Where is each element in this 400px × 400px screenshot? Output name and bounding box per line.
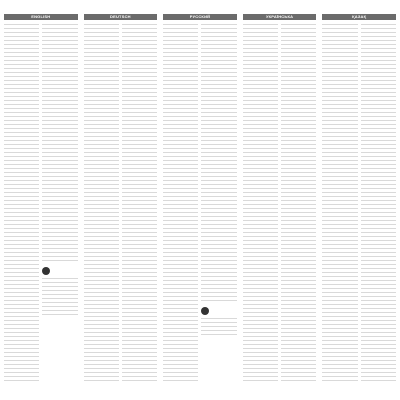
column-deutsch (84, 0, 158, 392)
column-ukrainian (243, 0, 317, 392)
recycle-icon (42, 267, 50, 275)
column-english (4, 0, 78, 392)
text-block-russian-right (201, 24, 236, 384)
text-block-english-right (42, 24, 77, 384)
section-header-label: РУССКИЙ (189, 14, 211, 19)
section-header-deutsch (84, 14, 158, 20)
recycling-logo (42, 267, 77, 275)
text-block-ukrainian-left (243, 24, 278, 384)
section-header-label: DEUTSCH (110, 14, 131, 19)
section-header-russian (163, 14, 237, 20)
text-block-russian-left (163, 24, 198, 384)
text-block-kazakh-left (322, 24, 357, 384)
text-block-deutsch-right (122, 24, 157, 384)
text-block-english-left (4, 24, 39, 384)
column-russian (163, 0, 237, 392)
section-header-label: ENGLISH (31, 14, 51, 19)
text-block-ukrainian-right (281, 24, 316, 384)
section-header-ukrainian (243, 14, 317, 20)
section-header-kazakh (322, 14, 396, 20)
recycling-logo (201, 307, 236, 315)
column-kazakh (322, 0, 396, 392)
section-header-english (4, 14, 78, 20)
section-header-label: ҚАЗАҚ (352, 14, 367, 19)
text-block-kazakh-right (361, 24, 396, 384)
text-block-deutsch-left (84, 24, 119, 384)
section-header-label: УКРАЇНСЬКА (265, 14, 294, 19)
recycle-icon (201, 307, 209, 315)
